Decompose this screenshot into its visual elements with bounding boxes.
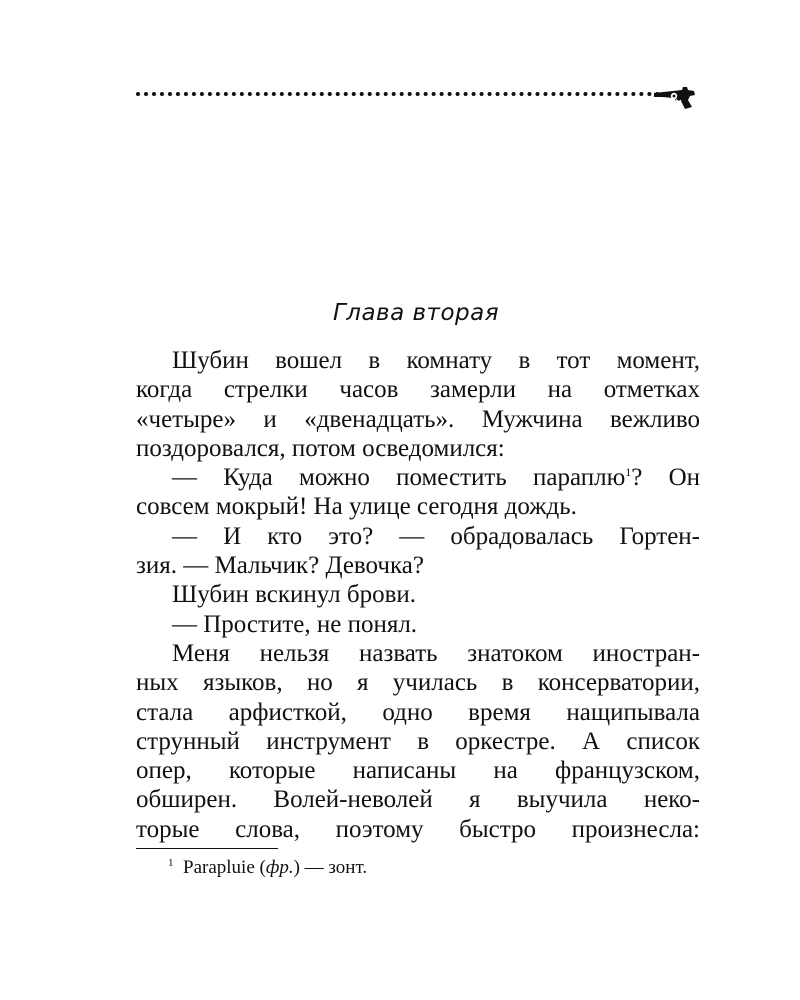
dotted-rule — [136, 92, 660, 96]
text-line: зия. — Мальчик? Девочка? — [136, 552, 424, 580]
text-line — [136, 463, 700, 492]
footnote-divider — [136, 848, 278, 849]
text-fragment: — Куда можно поместить параплю — [172, 464, 626, 492]
revolver-icon — [652, 84, 696, 110]
text-line: когда стрелки часов замерли на отметках — [136, 376, 700, 404]
footnote-reference: 1 — [625, 465, 632, 480]
footnote-term: Parapluie ( — [183, 857, 266, 878]
text-line: Шубин вскинул брови. — [172, 581, 417, 609]
chapter-title: Глава вторая — [332, 300, 500, 326]
text-line: опер, которые написаны на французском, — [136, 757, 700, 785]
text-line: ных языков, но я училась в консерватории, — [136, 669, 700, 697]
text-line: струнный инструмент в оркестре. А список — [136, 727, 700, 755]
text-line: совсем мокрый! На улице сегодня дождь. — [136, 493, 577, 521]
header-ornament — [136, 84, 696, 108]
text-line: Меня нельзя назвать знатоком иностран- — [172, 639, 700, 667]
footnote — [168, 856, 367, 880]
text-line: — Простите, не понял. — [172, 610, 418, 638]
text-line: стала арфисткой, одно время нащипывала — [136, 698, 700, 726]
footnote-definition: ) — зонт. — [293, 857, 368, 878]
text-line: обширен. Волей-неволей я выучила неко- — [136, 786, 700, 814]
footnote-marker: 1 — [168, 857, 174, 869]
footnote-language: фр. — [265, 857, 294, 878]
body-text — [136, 346, 700, 844]
text-fragment: ? Он — [631, 464, 701, 492]
text-line: торые слова, поэтому быстро произнесла: — [136, 815, 700, 843]
text-line: Шубин вошел в комнату в тот момент, — [172, 347, 700, 374]
text-line: «четыре» и «двенадцать». Мужчина вежливо — [136, 405, 700, 433]
text-line: поздоровался, потом осведомился: — [136, 434, 505, 462]
text-line: — И кто это? — обрадовалась Гортен- — [172, 522, 700, 550]
